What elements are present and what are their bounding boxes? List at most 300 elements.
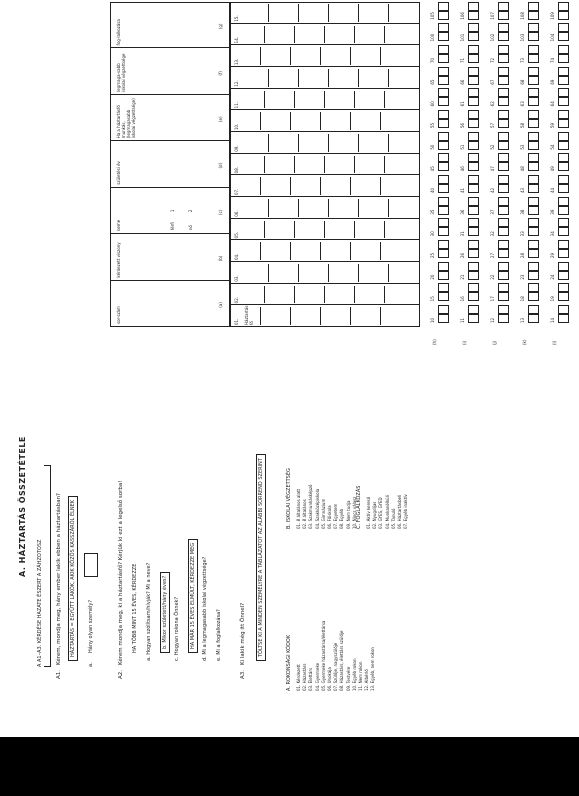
- code-box[interactable]: [468, 227, 479, 236]
- code-box[interactable]: [498, 67, 509, 76]
- code-box[interactable]: [498, 153, 509, 162]
- code-box[interactable]: [528, 119, 539, 128]
- code-box[interactable]: [498, 162, 509, 171]
- code-box[interactable]: [528, 54, 539, 63]
- table-answer-line[interactable]: [298, 134, 299, 152]
- table-answer-line[interactable]: [388, 264, 389, 282]
- code-box[interactable]: [498, 249, 509, 258]
- table-answer-line[interactable]: [264, 26, 265, 44]
- code-box[interactable]: [528, 11, 539, 20]
- table-answer-line[interactable]: [268, 4, 269, 22]
- q-a2-number: A2.: [118, 669, 124, 679]
- code-box[interactable]: [558, 175, 569, 184]
- code-number: 109: [550, 12, 555, 20]
- code-box[interactable]: [438, 305, 449, 314]
- q-a3-text: Ki lakik még itt Önnel?: [240, 602, 246, 665]
- code-box[interactable]: [558, 76, 569, 85]
- table-answer-line[interactable]: [350, 112, 351, 130]
- table-answer-line[interactable]: [328, 134, 329, 152]
- code-box[interactable]: [438, 314, 449, 323]
- code-box[interactable]: [468, 88, 479, 97]
- code-box[interactable]: [498, 2, 509, 11]
- intro-instruction: A A1–A3. KÉRDÉSE HAZATE ÉSZERT A ZÁHZOTOSZ: [37, 539, 43, 667]
- code-box[interactable]: [468, 240, 479, 249]
- q-a3-note: TÖLTSE KI A MINDEN SZEMÉLYRE A TÁBLÁZATOT AZ ALÁBBI SORREND SZERINT: [256, 454, 266, 661]
- code-number: 52: [490, 144, 495, 150]
- code-number: 108: [520, 12, 525, 20]
- code-box[interactable]: [558, 240, 569, 249]
- kin-codes-title: A. ROKONSÁGI KÓDOK: [286, 634, 292, 691]
- code-box[interactable]: [498, 271, 509, 280]
- table-answer-line[interactable]: [388, 199, 389, 217]
- q-a2-line-3: b. Mikor született/hány éves?: [160, 572, 170, 653]
- code-box[interactable]: [498, 132, 509, 141]
- code-box[interactable]: [498, 292, 509, 301]
- table-answer-line[interactable]: [298, 264, 299, 282]
- table-row-divider: [230, 218, 420, 219]
- code-box[interactable]: [558, 227, 569, 236]
- code-box[interactable]: [558, 206, 569, 215]
- table-col-letter: (d): [218, 162, 223, 169]
- code-box[interactable]: [528, 305, 539, 314]
- table-answer-line[interactable]: [354, 91, 355, 109]
- code-box[interactable]: [528, 141, 539, 150]
- code-box[interactable]: [558, 32, 569, 41]
- table-col-letter: (f): [218, 71, 223, 76]
- table-answer-line[interactable]: [380, 177, 381, 195]
- code-box[interactable]: [498, 314, 509, 323]
- code-box[interactable]: [558, 54, 569, 63]
- code-box[interactable]: [558, 283, 569, 292]
- code-number: 107: [490, 12, 495, 20]
- code-number: 30: [430, 231, 435, 237]
- code-box[interactable]: [438, 2, 449, 11]
- code-box[interactable]: [468, 67, 479, 76]
- table-answer-line[interactable]: [380, 47, 381, 65]
- code-box[interactable]: [558, 197, 569, 206]
- table-row-number: 05.: [234, 231, 239, 239]
- code-box[interactable]: [438, 32, 449, 41]
- code-box[interactable]: [498, 283, 509, 292]
- code-box[interactable]: [558, 292, 569, 301]
- table-answer-line[interactable]: [324, 26, 325, 44]
- code-box[interactable]: [528, 197, 539, 206]
- code-number: 74: [550, 57, 555, 63]
- code-box[interactable]: [468, 162, 479, 171]
- code-box[interactable]: [468, 305, 479, 314]
- code-box[interactable]: [558, 132, 569, 141]
- code-box[interactable]: [468, 54, 479, 63]
- code-box[interactable]: [438, 153, 449, 162]
- code-box[interactable]: [468, 32, 479, 41]
- code-number: 66: [460, 79, 465, 85]
- code-box[interactable]: [558, 67, 569, 76]
- code-box[interactable]: [468, 23, 479, 32]
- table-answer-line[interactable]: [388, 134, 389, 152]
- table-answer-line[interactable]: [294, 26, 295, 44]
- code-box[interactable]: [438, 88, 449, 97]
- code-box[interactable]: [528, 45, 539, 54]
- code-box[interactable]: [498, 119, 509, 128]
- code-box[interactable]: [468, 11, 479, 20]
- code-box[interactable]: [468, 292, 479, 301]
- code-number: 36: [460, 209, 465, 215]
- table-answer-line[interactable]: [260, 177, 261, 195]
- code-box[interactable]: [558, 262, 569, 271]
- code-box[interactable]: [438, 45, 449, 54]
- code-box[interactable]: [558, 110, 569, 119]
- code-box[interactable]: [558, 162, 569, 171]
- code-box[interactable]: [558, 2, 569, 11]
- code-box[interactable]: [528, 76, 539, 85]
- table-answer-line[interactable]: [320, 112, 321, 130]
- code-number: 48: [520, 166, 525, 172]
- code-box[interactable]: [468, 206, 479, 215]
- table-answer-line[interactable]: [350, 242, 351, 260]
- table-row-number: 01.: [234, 318, 239, 325]
- code-box[interactable]: [528, 314, 539, 323]
- table-answer-line[interactable]: [354, 221, 355, 239]
- table-answer-line[interactable]: [358, 134, 359, 152]
- table-answer-line[interactable]: [358, 199, 359, 217]
- code-box[interactable]: [468, 45, 479, 54]
- table-answer-line[interactable]: [264, 156, 265, 174]
- code-box[interactable]: [468, 132, 479, 141]
- table-answer-line[interactable]: [260, 242, 261, 260]
- q-a1-text: Kérem, mondja meg, hány ember lakik ebben a háztartásban?: [56, 493, 62, 665]
- code-box[interactable]: [468, 218, 479, 227]
- code-number: 18: [520, 296, 525, 302]
- code-box[interactable]: [498, 32, 509, 41]
- table-row-divider: [230, 88, 420, 89]
- table-answer-line[interactable]: [384, 286, 385, 304]
- table-answer-line[interactable]: [324, 286, 325, 304]
- code-box[interactable]: [468, 262, 479, 271]
- table-answer-line[interactable]: [328, 264, 329, 282]
- code-box[interactable]: [438, 132, 449, 141]
- code-box[interactable]: [438, 249, 449, 258]
- table-answer-line[interactable]: [380, 242, 381, 260]
- code-number: 23: [520, 274, 525, 280]
- table-row-number: 10.: [234, 123, 239, 130]
- code-number: 25: [430, 252, 435, 258]
- code-box[interactable]: [498, 218, 509, 227]
- code-box[interactable]: [558, 153, 569, 162]
- table-answer-line[interactable]: [320, 307, 321, 325]
- kin-code-item: 10. Egyéb rokon: [351, 658, 357, 691]
- code-box[interactable]: [558, 249, 569, 258]
- code-box[interactable]: [498, 97, 509, 106]
- code-box[interactable]: [558, 314, 569, 323]
- code-box[interactable]: [468, 76, 479, 85]
- code-box[interactable]: [468, 197, 479, 206]
- code-number: 32: [490, 231, 495, 237]
- code-box[interactable]: [438, 67, 449, 76]
- code-box[interactable]: [468, 283, 479, 292]
- table-answer-line[interactable]: [358, 264, 359, 282]
- code-box[interactable]: [438, 162, 449, 171]
- code-box[interactable]: [558, 23, 569, 32]
- code-box[interactable]: [438, 283, 449, 292]
- table-answer-line[interactable]: [264, 91, 265, 109]
- table-answer-line[interactable]: [320, 242, 321, 260]
- code-box[interactable]: [528, 292, 539, 301]
- table-answer-line[interactable]: [290, 177, 291, 195]
- code-box[interactable]: [438, 240, 449, 249]
- code-box[interactable]: [558, 271, 569, 280]
- code-box[interactable]: [528, 67, 539, 76]
- code-number: 62: [490, 101, 495, 107]
- code-box[interactable]: [438, 110, 449, 119]
- table-answer-line[interactable]: [380, 112, 381, 130]
- table-answer-line[interactable]: [298, 199, 299, 217]
- table-header-divider: [110, 280, 230, 281]
- table-answer-line[interactable]: [328, 199, 329, 217]
- code-box[interactable]: [438, 175, 449, 184]
- table-row-divider: [230, 131, 420, 132]
- code-box[interactable]: [498, 76, 509, 85]
- code-box[interactable]: [438, 197, 449, 206]
- code-box[interactable]: [528, 162, 539, 171]
- code-number: 72: [490, 57, 495, 63]
- table-row-divider: [230, 283, 420, 284]
- table-answer-line[interactable]: [290, 307, 291, 325]
- code-box[interactable]: [438, 54, 449, 63]
- code-box[interactable]: [498, 23, 509, 32]
- code-box[interactable]: [528, 175, 539, 184]
- code-box[interactable]: [528, 262, 539, 271]
- table-answer-line[interactable]: [388, 4, 389, 22]
- code-box[interactable]: [498, 305, 509, 314]
- code-box[interactable]: [498, 11, 509, 20]
- code-box[interactable]: [558, 141, 569, 150]
- table-answer-line[interactable]: [298, 69, 299, 87]
- code-box[interactable]: [528, 240, 539, 249]
- school-code-item: 03. Szakmunkásképző: [308, 484, 314, 529]
- code-box[interactable]: [468, 184, 479, 193]
- table-answer-line[interactable]: [380, 307, 381, 325]
- code-box[interactable]: [558, 88, 569, 97]
- code-box[interactable]: [528, 23, 539, 32]
- code-number: 31: [460, 231, 465, 237]
- table-answer-line[interactable]: [260, 112, 261, 130]
- table-answer-line[interactable]: [290, 242, 291, 260]
- code-box[interactable]: [438, 271, 449, 280]
- table-answer-line[interactable]: [384, 221, 385, 239]
- code-box[interactable]: [498, 184, 509, 193]
- code-box[interactable]: [558, 184, 569, 193]
- code-box[interactable]: [438, 292, 449, 301]
- table-answer-line[interactable]: [384, 91, 385, 109]
- table-answer-line[interactable]: [268, 264, 269, 282]
- table-answer-line[interactable]: [320, 47, 321, 65]
- code-number: 21: [460, 274, 465, 280]
- table-answer-line[interactable]: [350, 47, 351, 65]
- table-answer-line[interactable]: [290, 47, 291, 65]
- table-answer-line[interactable]: [294, 286, 295, 304]
- kin-code-item: 08. Házastárs, élettárs szülője: [339, 630, 345, 691]
- table-row-divider: [230, 44, 420, 45]
- code-box[interactable]: [438, 119, 449, 128]
- code-box[interactable]: [498, 206, 509, 215]
- table-answer-line[interactable]: [358, 4, 359, 22]
- code-box[interactable]: [558, 11, 569, 20]
- school-code-item: 10. Nincs válasz: [351, 496, 357, 529]
- code-box[interactable]: [468, 2, 479, 11]
- code-box[interactable]: [438, 206, 449, 215]
- table-answer-line[interactable]: [384, 26, 385, 44]
- q-a1-answer-box[interactable]: [84, 553, 98, 577]
- code-number: 47: [490, 166, 495, 172]
- code-box[interactable]: [528, 88, 539, 97]
- table-answer-line[interactable]: [264, 221, 265, 239]
- code-box[interactable]: [468, 153, 479, 162]
- table-answer-line[interactable]: [298, 4, 299, 22]
- table-answer-line[interactable]: [350, 307, 351, 325]
- code-box[interactable]: [468, 271, 479, 280]
- code-box[interactable]: [438, 184, 449, 193]
- code-number: 102: [490, 33, 495, 42]
- code-box[interactable]: [558, 218, 569, 227]
- code-box[interactable]: [558, 97, 569, 106]
- table-answer-line[interactable]: [294, 91, 295, 109]
- table-col-letter: (g): [218, 23, 223, 30]
- code-number: 27: [490, 252, 495, 258]
- code-box[interactable]: [528, 249, 539, 258]
- code-box[interactable]: [528, 153, 539, 162]
- code-col-header: (l): [552, 340, 557, 345]
- code-box[interactable]: [528, 218, 539, 227]
- code-box[interactable]: [528, 206, 539, 215]
- table-answer-line[interactable]: [328, 69, 329, 87]
- kin-code-item: 07. Szülője, nagyszülője: [333, 642, 339, 691]
- section-title: A. HÁZTARTÁS ÖSSZETÉTELE: [18, 436, 27, 577]
- code-box[interactable]: [528, 2, 539, 11]
- job-code-item: 04. Munkanélküli: [384, 495, 390, 529]
- kin-code-item: 02. Házastárs: [302, 663, 308, 691]
- table-answer-line[interactable]: [324, 91, 325, 109]
- table-answer-line[interactable]: [324, 156, 325, 174]
- code-col-header: (i): [462, 340, 467, 345]
- table-answer-line[interactable]: [260, 47, 261, 65]
- table-answer-line[interactable]: [388, 69, 389, 87]
- table-answer-line[interactable]: [350, 177, 351, 195]
- code-box[interactable]: [498, 88, 509, 97]
- table-answer-line[interactable]: [268, 69, 269, 87]
- code-box[interactable]: [558, 45, 569, 54]
- code-box[interactable]: [498, 197, 509, 206]
- table-row-number: 06.: [234, 210, 239, 217]
- code-box[interactable]: [438, 141, 449, 150]
- table-header-divider: [110, 140, 230, 141]
- table-answer-line[interactable]: [260, 307, 261, 325]
- code-box[interactable]: [498, 262, 509, 271]
- table-row-number: 15.: [234, 15, 239, 22]
- code-box[interactable]: [498, 45, 509, 54]
- code-number: 11: [460, 317, 465, 323]
- table-header-divider: [110, 94, 230, 95]
- job-code-item: 07. Egyéb inaktív: [403, 494, 409, 529]
- table-row-divider: [230, 304, 420, 305]
- code-box[interactable]: [468, 249, 479, 258]
- school-code-item: 02. 8 általános: [302, 499, 308, 529]
- code-number: 29: [550, 252, 555, 258]
- code-box[interactable]: [528, 184, 539, 193]
- code-col-header: (j): [492, 340, 497, 345]
- table-row-divider: [230, 239, 420, 240]
- code-number: 55: [430, 122, 435, 128]
- code-box[interactable]: [468, 175, 479, 184]
- code-box[interactable]: [438, 11, 449, 20]
- code-box[interactable]: [498, 227, 509, 236]
- code-box[interactable]: [438, 218, 449, 227]
- code-box[interactable]: [438, 23, 449, 32]
- code-box[interactable]: [558, 305, 569, 314]
- code-box[interactable]: [528, 32, 539, 41]
- code-number: 10: [430, 317, 435, 323]
- code-box[interactable]: [528, 110, 539, 119]
- table-header-divider: [110, 47, 230, 48]
- code-number: 61: [460, 101, 465, 107]
- code-box[interactable]: [498, 110, 509, 119]
- table-row-divider: [230, 153, 420, 154]
- code-box[interactable]: [498, 54, 509, 63]
- code-box[interactable]: [528, 271, 539, 280]
- code-box[interactable]: [498, 175, 509, 184]
- table-answer-line[interactable]: [354, 156, 355, 174]
- code-box[interactable]: [528, 97, 539, 106]
- code-number: 49: [550, 166, 555, 172]
- code-box[interactable]: [438, 76, 449, 85]
- code-box[interactable]: [528, 283, 539, 292]
- kin-code-item: 09. Testvére: [345, 666, 351, 691]
- table-answer-line[interactable]: [320, 177, 321, 195]
- code-box[interactable]: [528, 227, 539, 236]
- code-box[interactable]: [438, 262, 449, 271]
- code-box[interactable]: [438, 227, 449, 236]
- table-answer-line[interactable]: [354, 286, 355, 304]
- table-answer-line[interactable]: [294, 156, 295, 174]
- code-number: 106: [460, 12, 465, 20]
- code-box[interactable]: [528, 132, 539, 141]
- code-box[interactable]: [468, 314, 479, 323]
- table-answer-line[interactable]: [268, 199, 269, 217]
- code-box[interactable]: [468, 119, 479, 128]
- table-answer-line[interactable]: [328, 4, 329, 22]
- table-answer-line[interactable]: [268, 134, 269, 152]
- code-box[interactable]: [558, 119, 569, 128]
- table-row-number: 08.: [234, 166, 239, 174]
- code-box[interactable]: [498, 240, 509, 249]
- school-code-item: 04. Szakközépiskola: [314, 488, 320, 529]
- table-answer-line[interactable]: [358, 69, 359, 87]
- code-number: 46: [460, 166, 465, 172]
- code-box[interactable]: [468, 97, 479, 106]
- code-box[interactable]: [468, 141, 479, 150]
- code-number: 35: [430, 209, 435, 215]
- table-answer-line[interactable]: [290, 112, 291, 130]
- table-answer-line[interactable]: [324, 221, 325, 239]
- table-answer-line[interactable]: [294, 221, 295, 239]
- table-col-letter: (e): [218, 116, 223, 123]
- code-box[interactable]: [468, 110, 479, 119]
- table-answer-line[interactable]: [354, 26, 355, 44]
- q-a2-line-1: HA TÖBB MINT 15 ÉVES, KÉRDEZZE: [132, 563, 138, 653]
- code-box[interactable]: [498, 141, 509, 150]
- table-answer-line[interactable]: [264, 286, 265, 304]
- table-answer-line[interactable]: [384, 156, 385, 174]
- code-box[interactable]: [438, 97, 449, 106]
